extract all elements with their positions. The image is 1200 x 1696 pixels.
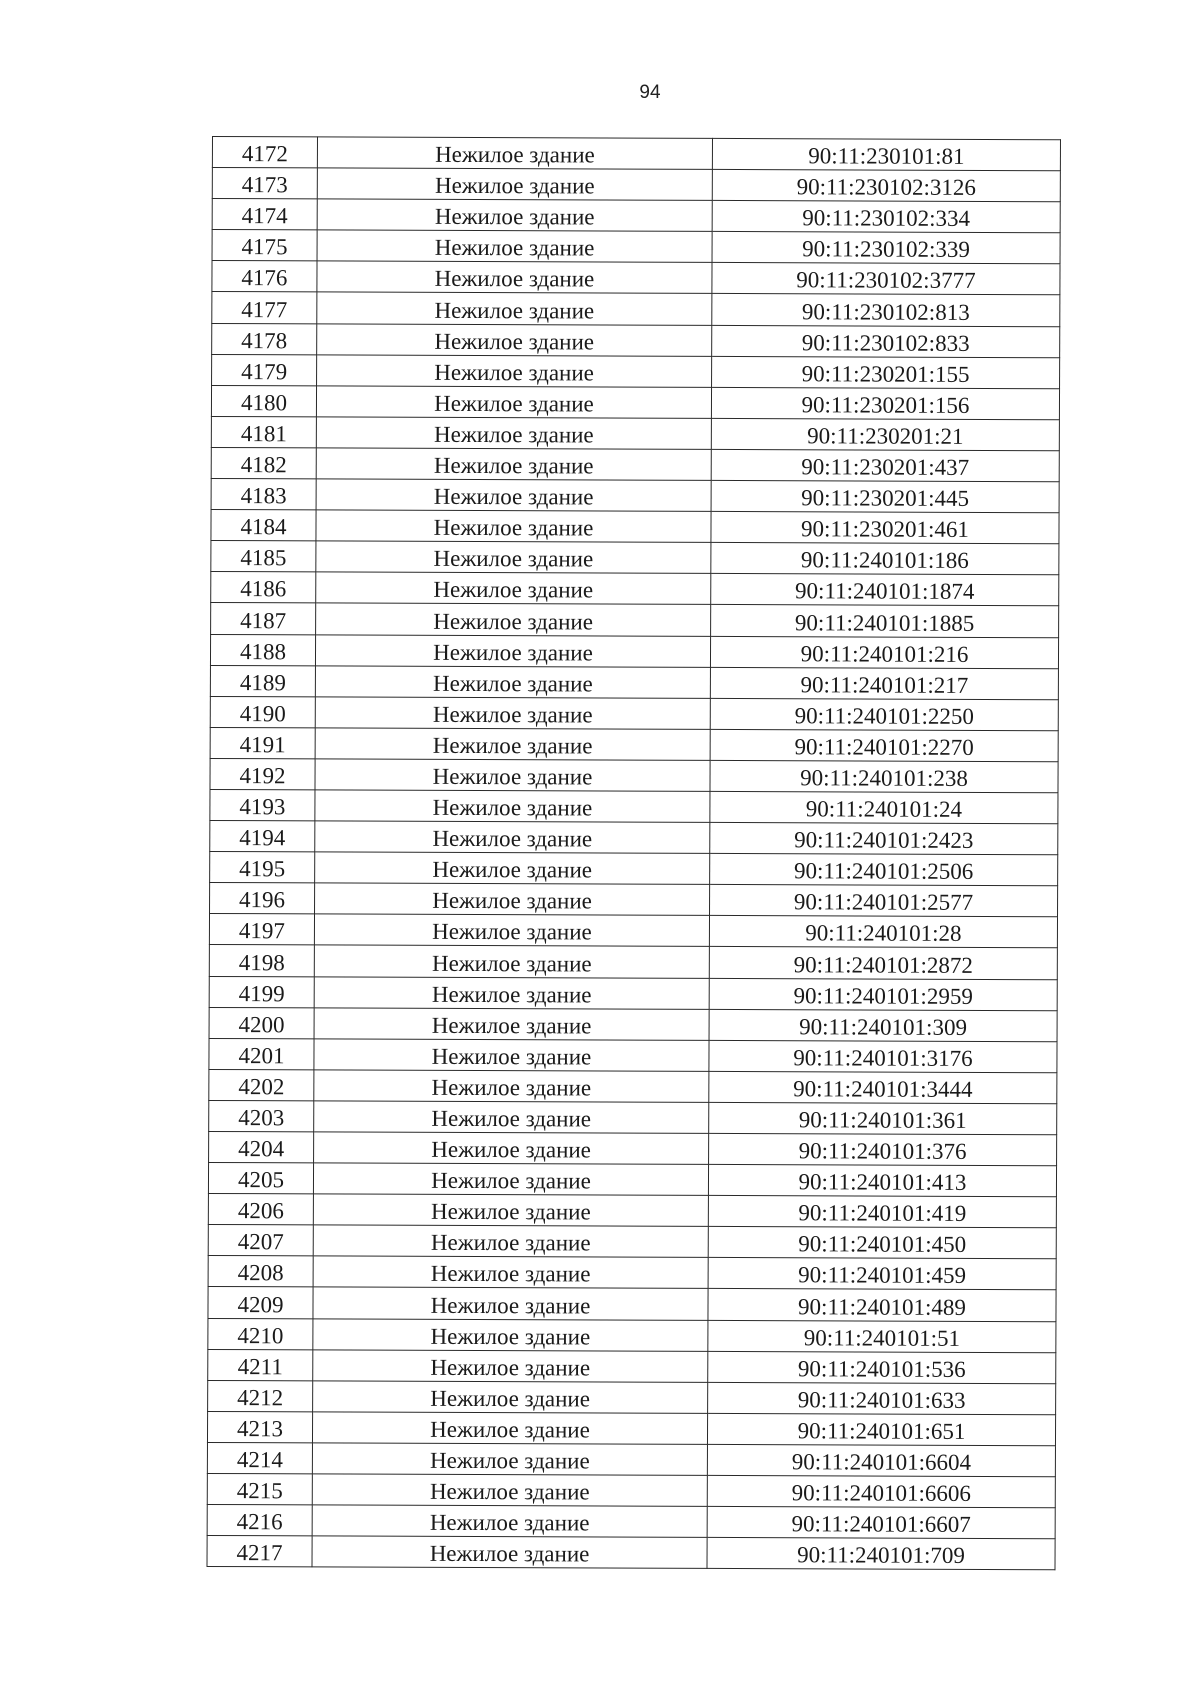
object-type-cell: Нежилое здание — [314, 1101, 709, 1134]
object-type-cell: Нежилое здание — [314, 1008, 709, 1041]
table-row — [210, 852, 1058, 886]
row-number-cell: 4215 — [207, 1474, 312, 1505]
row-number-cell: 4200 — [209, 1007, 314, 1038]
object-type-cell: Нежилое здание — [315, 728, 710, 761]
cadastral-number-cell: 90:11:230102:813 — [712, 294, 1060, 326]
table-row — [212, 168, 1060, 202]
row-number-cell: 4176 — [212, 261, 317, 292]
object-type-cell: Нежилое здание — [314, 1039, 709, 1072]
cadastral-number-cell: 90:11:240101:419 — [708, 1196, 1056, 1228]
row-number-cell: 4196 — [210, 883, 315, 914]
object-type-cell: Нежилое здание — [315, 821, 710, 854]
cadastral-number-cell: 90:11:230102:3126 — [712, 170, 1060, 202]
row-number-cell: 4184 — [211, 510, 316, 541]
row-number-cell: 4213 — [207, 1411, 312, 1442]
table-row — [208, 1380, 1056, 1414]
table-row — [208, 1163, 1056, 1197]
cadastral-number-cell: 90:11:240101:633 — [708, 1382, 1056, 1414]
object-type-cell: Нежилое здание — [315, 883, 710, 916]
object-type-cell: Нежилое здание — [316, 479, 711, 512]
object-type-cell: Нежилое здание — [314, 1070, 709, 1103]
object-type-cell: Нежилое здание — [312, 1536, 707, 1569]
cadastral-number-cell: 90:11:240101:51 — [708, 1320, 1056, 1352]
object-type-cell: Нежилое здание — [314, 976, 709, 1009]
object-type-cell: Нежилое здание — [313, 1318, 708, 1351]
table-body — [207, 137, 1060, 1571]
object-type-cell: Нежилое здание — [315, 852, 710, 885]
table-row — [208, 1225, 1056, 1259]
table-row — [212, 230, 1060, 264]
table-row — [209, 1007, 1057, 1041]
row-number-cell: 4216 — [207, 1505, 312, 1536]
row-number-cell: 4172 — [212, 137, 317, 168]
table-row — [210, 883, 1058, 917]
table-row — [210, 665, 1058, 699]
table-row — [211, 572, 1059, 606]
row-number-cell: 4182 — [211, 447, 316, 478]
table-row — [211, 385, 1059, 419]
table-row — [207, 1411, 1055, 1445]
cadastral-number-cell: 90:11:240101:1885 — [711, 605, 1059, 637]
table-row — [209, 945, 1057, 979]
cadastral-number-cell: 90:11:230101:81 — [712, 138, 1060, 170]
cadastral-number-cell: 90:11:230102:334 — [712, 201, 1060, 233]
object-type-cell: Нежилое здание — [313, 1256, 708, 1289]
table-row — [209, 1131, 1057, 1165]
row-number-cell: 4174 — [212, 199, 317, 230]
cadastral-number-cell: 90:11:230102:339 — [712, 232, 1060, 264]
object-type-cell: Нежилое здание — [317, 230, 712, 263]
row-number-cell: 4173 — [212, 168, 317, 199]
cadastral-number-cell: 90:11:240101:28 — [709, 916, 1057, 948]
object-type-cell: Нежилое здание — [313, 1163, 708, 1196]
row-number-cell: 4175 — [212, 230, 317, 261]
row-number-cell: 4192 — [210, 758, 315, 789]
page-number: 94 — [639, 82, 661, 103]
table-row — [208, 1349, 1056, 1383]
table-row — [209, 1100, 1057, 1134]
cadastral-number-cell: 90:11:230201:21 — [711, 418, 1059, 450]
table-row — [207, 1536, 1055, 1570]
cadastral-number-cell: 90:11:240101:459 — [708, 1258, 1056, 1290]
row-number-cell: 4202 — [209, 1069, 314, 1100]
row-number-cell: 4189 — [210, 665, 315, 696]
row-number-cell: 4193 — [210, 789, 315, 820]
object-type-cell: Нежилое здание — [312, 1412, 707, 1445]
table-row — [211, 603, 1059, 637]
cadastral-number-cell: 90:11:240101:2506 — [710, 854, 1058, 886]
cadastral-number-cell: 90:11:240101:2959 — [709, 978, 1057, 1010]
object-type-cell: Нежилое здание — [316, 448, 711, 481]
object-type-cell: Нежилое здание — [316, 572, 711, 605]
object-type-cell: Нежилое здание — [315, 790, 710, 823]
table-row — [210, 634, 1058, 668]
table-row — [212, 137, 1060, 171]
cadastral-number-cell: 90:11:240101:3444 — [709, 1071, 1057, 1103]
table-row — [212, 292, 1060, 326]
table-row — [212, 199, 1060, 233]
cadastral-number-cell: 90:11:240101:6604 — [707, 1444, 1055, 1476]
cadastral-number-cell: 90:11:240101:651 — [707, 1413, 1055, 1445]
cadastral-number-cell: 90:11:240101:489 — [708, 1289, 1056, 1321]
table-row — [212, 323, 1060, 357]
cadastral-number-cell: 90:11:240101:309 — [709, 1009, 1057, 1041]
property-table — [207, 136, 1061, 1571]
table-row — [208, 1318, 1056, 1352]
table-row — [210, 821, 1058, 855]
object-type-cell: Нежилое здание — [315, 634, 710, 667]
object-type-cell: Нежилое здание — [315, 665, 710, 698]
table-row — [208, 1287, 1056, 1321]
object-type-cell: Нежилое здание — [314, 914, 709, 947]
object-type-cell: Нежилое здание — [312, 1443, 707, 1476]
row-number-cell: 4178 — [212, 323, 317, 354]
row-number-cell: 4177 — [212, 292, 317, 323]
cadastral-number-cell: 90:11:240101:413 — [708, 1165, 1056, 1197]
table-row — [210, 727, 1058, 761]
row-number-cell: 4205 — [208, 1163, 313, 1194]
cadastral-number-cell: 90:11:240101:2423 — [710, 822, 1058, 854]
row-number-cell: 4186 — [211, 572, 316, 603]
table-row — [208, 1256, 1056, 1290]
row-number-cell: 4211 — [208, 1349, 313, 1380]
row-number-cell: 4209 — [208, 1287, 313, 1318]
cadastral-number-cell: 90:11:240101:376 — [709, 1133, 1057, 1165]
row-number-cell: 4199 — [209, 976, 314, 1007]
cadastral-number-cell: 90:11:240101:2250 — [710, 698, 1058, 730]
table-row — [207, 1505, 1055, 1539]
table-row — [209, 914, 1057, 948]
object-type-cell: Нежилое здание — [313, 1381, 708, 1414]
object-type-cell: Нежилое здание — [316, 386, 711, 419]
cadastral-number-cell: 90:11:240101:536 — [708, 1351, 1056, 1383]
cadastral-number-cell: 90:11:240101:216 — [710, 636, 1058, 668]
cadastral-number-cell: 90:11:230201:155 — [712, 356, 1060, 388]
cadastral-number-cell: 90:11:230102:833 — [712, 325, 1060, 357]
cadastral-number-cell: 90:11:230201:156 — [711, 387, 1059, 419]
row-number-cell: 4214 — [207, 1442, 312, 1473]
cadastral-number-cell: 90:11:240101:24 — [710, 791, 1058, 823]
object-type-cell: Нежилое здание — [316, 603, 711, 636]
table-row — [212, 354, 1060, 388]
object-type-cell: Нежилое здание — [317, 323, 712, 356]
cadastral-number-cell: 90:11:240101:2577 — [710, 885, 1058, 917]
object-type-cell: Нежилое здание — [313, 1225, 708, 1258]
cadastral-number-cell: 90:11:230201:461 — [711, 512, 1059, 544]
table-row — [210, 758, 1058, 792]
table-row — [208, 1194, 1056, 1228]
row-number-cell: 4191 — [210, 727, 315, 758]
table-row — [211, 447, 1059, 481]
table-row — [209, 1069, 1057, 1103]
row-number-cell: 4183 — [211, 479, 316, 510]
table-row — [211, 479, 1059, 513]
table-wrapper — [207, 136, 1061, 1571]
object-type-cell: Нежилое здание — [313, 1287, 708, 1320]
cadastral-number-cell: 90:11:230201:437 — [711, 449, 1059, 481]
row-number-cell: 4197 — [209, 914, 314, 945]
table-row — [211, 541, 1059, 575]
cadastral-number-cell: 90:11:240101:6607 — [707, 1507, 1055, 1539]
row-number-cell: 4204 — [209, 1131, 314, 1162]
row-number-cell: 4185 — [211, 541, 316, 572]
cadastral-number-cell: 90:11:240101:2872 — [709, 947, 1057, 979]
object-type-cell: Нежилое здание — [316, 541, 711, 574]
row-number-cell: 4201 — [209, 1038, 314, 1069]
object-type-cell: Нежилое здание — [313, 1194, 708, 1227]
table-row — [211, 416, 1059, 450]
table-row — [209, 976, 1057, 1010]
cadastral-number-cell: 90:11:240101:709 — [707, 1538, 1055, 1570]
object-type-cell: Нежилое здание — [317, 355, 712, 388]
row-number-cell: 4180 — [211, 385, 316, 416]
row-number-cell: 4208 — [208, 1256, 313, 1287]
object-type-cell: Нежилое здание — [315, 759, 710, 792]
row-number-cell: 4212 — [208, 1380, 313, 1411]
object-type-cell: Нежилое здание — [316, 417, 711, 450]
table-row — [212, 261, 1060, 295]
object-type-cell: Нежилое здание — [316, 510, 711, 543]
cadastral-number-cell: 90:11:240101:450 — [708, 1227, 1056, 1259]
row-number-cell: 4217 — [207, 1536, 312, 1567]
row-number-cell: 4181 — [211, 416, 316, 447]
object-type-cell: Нежилое здание — [317, 199, 712, 232]
object-type-cell: Нежилое здание — [312, 1474, 707, 1507]
object-type-cell: Нежилое здание — [317, 168, 712, 201]
row-number-cell: 4198 — [209, 945, 314, 976]
row-number-cell: 4188 — [210, 634, 315, 665]
cadastral-number-cell: 90:11:230201:445 — [711, 480, 1059, 512]
cadastral-number-cell: 90:11:230102:3777 — [712, 263, 1060, 295]
row-number-cell: 4206 — [208, 1194, 313, 1225]
row-number-cell: 4203 — [209, 1100, 314, 1131]
table-row — [207, 1442, 1055, 1476]
row-number-cell: 4187 — [211, 603, 316, 634]
table-row — [210, 789, 1058, 823]
row-number-cell: 4207 — [208, 1225, 313, 1256]
cadastral-number-cell: 90:11:240101:1874 — [711, 574, 1059, 606]
table-row — [209, 1038, 1057, 1072]
cadastral-number-cell: 90:11:240101:186 — [711, 543, 1059, 575]
object-type-cell: Нежилое здание — [314, 945, 709, 978]
object-type-cell: Нежилое здание — [315, 697, 710, 730]
object-type-cell: Нежилое здание — [314, 1132, 709, 1165]
cadastral-number-cell: 90:11:240101:217 — [710, 667, 1058, 699]
row-number-cell: 4210 — [208, 1318, 313, 1349]
table-row — [210, 696, 1058, 730]
cadastral-number-cell: 90:11:240101:238 — [710, 760, 1058, 792]
row-number-cell: 4190 — [210, 696, 315, 727]
cadastral-number-cell: 90:11:240101:6606 — [707, 1475, 1055, 1507]
object-type-cell: Нежилое здание — [317, 137, 712, 170]
object-type-cell: Нежилое здание — [317, 261, 712, 294]
row-number-cell: 4179 — [212, 354, 317, 385]
cadastral-number-cell: 90:11:240101:2270 — [710, 729, 1058, 761]
row-number-cell: 4195 — [210, 852, 315, 883]
cadastral-number-cell: 90:11:240101:361 — [709, 1102, 1057, 1134]
object-type-cell: Нежилое здание — [317, 292, 712, 325]
table-row — [211, 510, 1059, 544]
cadastral-number-cell: 90:11:240101:3176 — [709, 1040, 1057, 1072]
object-type-cell: Нежилое здание — [312, 1505, 707, 1538]
object-type-cell: Нежилое здание — [313, 1350, 708, 1383]
row-number-cell: 4194 — [210, 821, 315, 852]
table-row — [207, 1474, 1055, 1508]
